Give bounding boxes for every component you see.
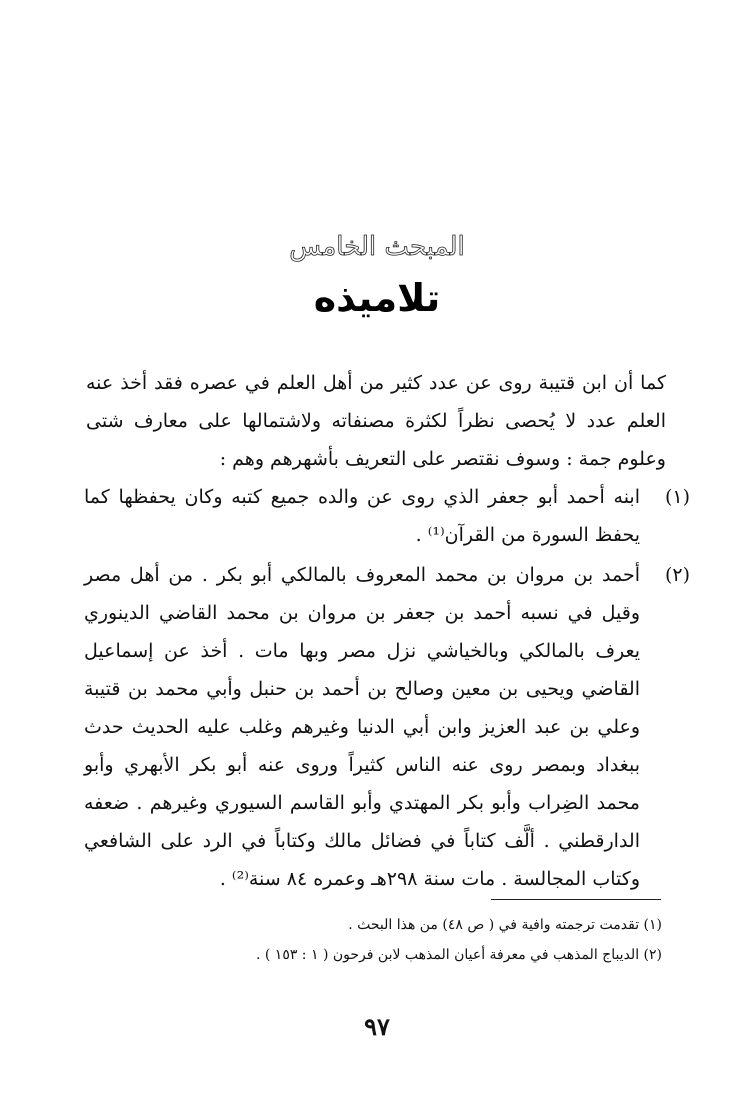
page-number: ٩٧: [364, 1012, 390, 1041]
section-heading-text: المبحث الخامس: [289, 232, 465, 262]
footnote: (١) تقدمت ترجمته وافية في ( ص ٤٨) من هذا البحث .: [348, 917, 662, 933]
list-item: [84, 478, 690, 554]
list-item-text: ابنه أحمد أبو جعفر الذي روى عن والده جميع كتبه وكان يحفظها كما يحفظ السورة من القرآن⁽¹⁾ .: [84, 486, 640, 546]
list-item: [84, 556, 690, 898]
footnote-divider: [491, 899, 661, 900]
footnotes: [82, 910, 662, 970]
chapter-title: تلاميذه: [313, 276, 441, 320]
section-heading: [0, 232, 754, 262]
intro-paragraph: [86, 364, 666, 478]
intro-text: كما أن ابن قتيبة روى عن عدد كثير من أهل العلم في عصره فقد أخذ عنه العلم عدد لا يُحصى نظراً لكثرة مصنفاته ولاشتمالها على معارف شتى وعلوم جمة : وسوف نقتصر على التعريف بأشهرهم وهم :: [86, 372, 666, 470]
list-item-number: (٢): [664, 564, 690, 586]
footnote: (٢) الديباج المذهب في معرفة أعيان المذهب لابن فرحون ( ١ : ١٥٣ ) .: [255, 947, 662, 963]
list-item-text: أحمد بن مروان بن محمد المعروف بالمالكي أبو بكر . من أهل مصر وقيل في نسبه أحمد بن جعفر بن مروان بن محمد القاضي الدينوري يعرف بالمالكي وبالخياشي نزل مصر وبها مات . أخذ عن إسماعيل القاضي ويحيى بن معين وصالح بن أحمد بن حنبل وأبي محمد بن قتيبة وعلي بن عبد العزيز وابن أبي الدنيا وغيرهم وغلب عليه الحديث حدث ببغداد وبمصر روى عنه الناس كثيراً وروى عنه أبو بكر الأبهري وأبو محمد الضِراب وأبو بكر المهتدي وأبو القاسم السيوري وغيرهم . ضعفه الدارقطني . ألَّف كتاباً في فضائل مالك وكتاباً في الرد على الشافعي وكتاب المجالسة . مات سنة ٢٩٨هـ وعمره ٨٤ سنة⁽²⁾ .: [84, 564, 640, 890]
list-item-number: (١): [664, 486, 690, 508]
